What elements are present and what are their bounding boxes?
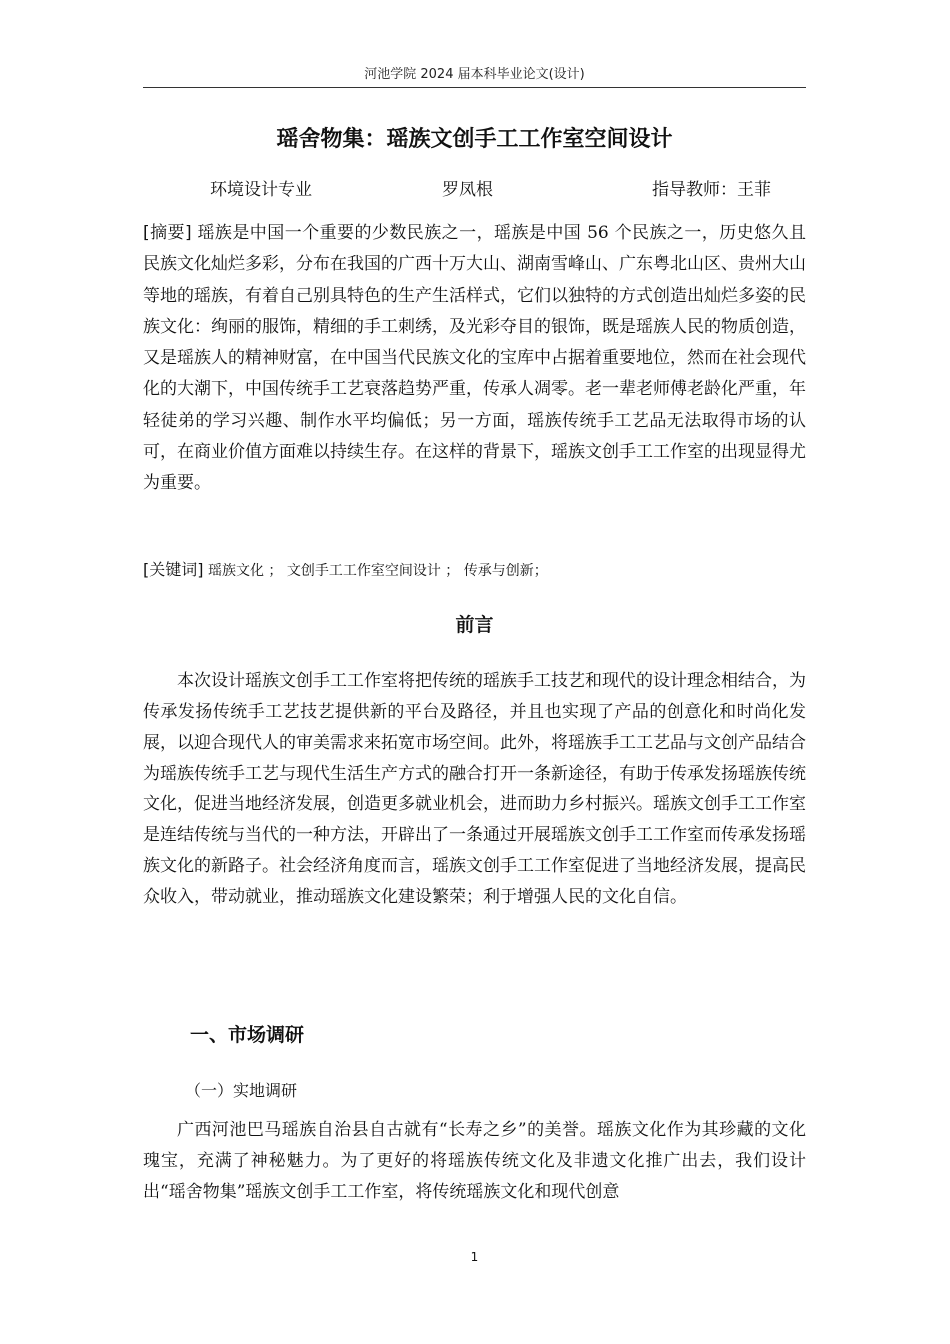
header-rule: [143, 87, 806, 88]
abstract-label: [摘要]: [143, 223, 192, 243]
running-header: 河池学院 2024 届本科毕业论文(设计): [364, 67, 585, 82]
keywords-label: [关键词]: [143, 560, 204, 579]
subsection-heading-field-research: （一）实地调研: [185, 1081, 298, 1100]
abstract-text: 瑶族是中国一个重要的少数民族之一，瑶族是中国 56 个民族之一，历史悠久且民族文化灿烂多彩，分布在我国的广西十万大山、湖南雪峰山、广东粤北山区、贵州大山等地的瑶族，有着自己别具特色的生产生活样式，它们以独特的方式创造出灿烂多姿的民族文化：绚丽的服饰，精细的手工刺绣，及光彩夺目的银饰，既是瑶族人民的物质创造，又是瑶族人的精神财富，在中国当代民族文化的宝库中占据着重要地位，然而在社会现代化的大潮下，中国传统手工艺衰落趋势严重，传承人凋零。老一辈老师傅老龄化严重，年轻徒弟的学习兴趣、制作水平均偏低；另一方面，瑶族传统手工艺品无法取得市场的认可，在商业价值方面难以持续生存。在这样的背景下，瑶族文创手工工作室的出现显得尤为重要。: [143, 223, 807, 494]
keywords: [143, 556, 806, 585]
paper-title: 瑶舍物集：瑶族文创手工工作室空间设计: [276, 127, 673, 152]
section-heading-market-research: 一、市场调研: [190, 1024, 305, 1046]
byline-advisor: 指导教师：王菲: [652, 180, 771, 200]
byline-author: 罗凤根: [442, 180, 493, 200]
preface-paragraph: 本次设计瑶族文创手工工作室将把传统的瑶族手工技艺和现代的设计理念相结合，为传承发扬传统手工艺技艺提供新的平台及路径，并且也实现了产品的创意化和时尚化发展，以迎合现代人的审美需求来拓宽市场空间。此外，将瑶族手工工艺品与文创产品结合为瑶族传统手工艺与现代生活生产方式的融合打开一条新途径，有助于传承发扬瑶族传统文化，促进当地经济发展，创造更多就业机会，进而助力乡村振兴。瑶族文创手工工作室是连结传统与当代的一种方法，开辟出了一条通过开展瑶族文创手工工作室而传承发扬瑶族文化的新路子。社会经济角度而言，瑶族文创手工工作室促进了当地经济发展，提高民众收入，带动就业，推动瑶族文化建设繁荣；利于增强人民的文化自信。: [143, 671, 806, 907]
keywords-text: 瑶族文化 ； 文创手工工作室空间设计 ； 传承与创新；: [207, 563, 548, 579]
page-number: 1: [470, 1250, 479, 1264]
byline-major: 环境设计专业: [210, 180, 312, 200]
abstract: [143, 218, 806, 500]
preface-heading: 前言: [455, 614, 494, 636]
field-research-paragraph: 广西河池巴马瑶族自治县自古就有“长寿之乡”的美誉。瑶族文化作为其珍藏的文化瑰宝，充满了神秘魅力。为了更好的将瑶族传统文化及非遗文化推广出去，我们设计出“瑶舍物集”瑶族文创手工工作室，将传统瑶族文化和现代创意: [143, 1120, 806, 1202]
